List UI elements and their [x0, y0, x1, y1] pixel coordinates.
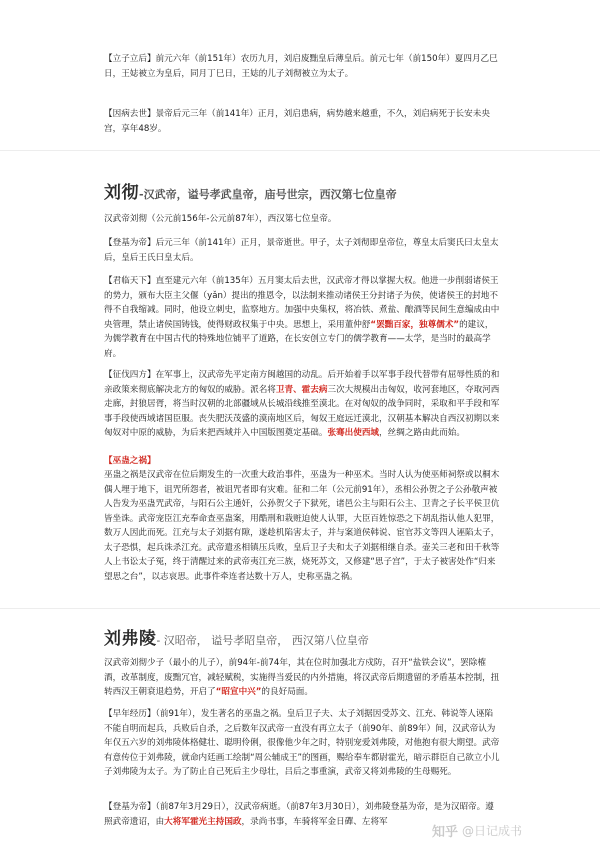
paragraph-wudi-intro: 汉武帝刘彻（公元前156年-公元前87年），西汉第七位皇帝。 — [104, 214, 337, 224]
zhihu-watermark — [432, 819, 582, 841]
section-divider — [0, 608, 600, 609]
paragraph-early-years: 【早年经历】（前91年），发生著名的巫蛊之祸。皇后卫子夫、太子刘据因受苏文、江充、韩说等人诬陷不能自明而起兵，兵败后自杀，之后数年汉武帝一直没有再立太子（前90年、前89年）间，汉武帝认为年仅五六岁的刘弗陵体格健壮、聪明伶俐，很像他少年之时，特别宠爱刘弗陵，对他抱有很大期望。武帝有意传位于刘弗陵，就命内廷画工绘制“周公辅成王”的图画，赐给奉车都尉霍光，暗示群臣自己欲立小儿子刘弗陵为太子。为了防止自己死后主少母壮，吕后之事重演，武帝又将刘弗陵的生母赐死。 — [104, 709, 500, 777]
highlight-confucianism: “罢黜百家，独尊儒术” — [370, 319, 460, 330]
paragraph-witchcraft-heading: 【巫蛊之祸】 — [104, 456, 156, 466]
highlight-zhaoxuan-revival: “昭宣中兴” — [215, 687, 262, 697]
watermark-author: @日记成书 — [462, 823, 523, 838]
paragraph-accession: 【登基为帝】后元三年（前141年）正月，景帝逝世。甲子，太子刘彻即皇帝位，尊皇太后窦氏曰太皇太后，皇后王氏曰皇太后。 — [104, 238, 499, 263]
section-heading-liu-che: 刘彻-汉武帝，谥号孝武皇帝，庙号世宗，西汉第七位皇帝 — [104, 183, 397, 203]
paragraph-witchcraft: 巫蛊之祸是汉武帝在位后期发生的一次重大政治事件，巫蛊为一种巫术。当时人认为使巫师祠祭或以桐木偶人埋于地下，诅咒所怨者，被诅咒者即有灾难。征和二年（公元前91年），丞相公孙贺之子公孙敬声被人告发为巫蛊咒武帝，与阳石公主通奸，公孙贺父子下狱死，诸邑公主与阳石公主、卫青之子长平侯卫伉皆坐诛。武帝宠臣江充奉命查巫蛊案，用酷刑和栽赃迫使人认罪，大臣百姓惊恐之下胡乱指认他人犯罪，数万人因此而死。江充与太子刘据有隙，遂趁机陷害太子，并与案道侯韩说、宦官苏文等四人诬陷太子，太子恐惧，起兵诛杀江充。武帝遣丞相镇压兵败，皇后卫子夫和太子刘据相继自杀。壶关三老和田千秋等人上书讼太子冤，终于清醒过来的武帝夷江充三族，烧死苏文，又修建“思子宫”，于太子被害处作“归来望思之台”，以志哀思。此事件牵连者达数十万人，史称巫蛊之祸。 — [104, 470, 500, 582]
paragraph-campaigns: 【征伐四方】在军事上，汉武帝先平定南方闽越国的动乱。后开始着手以军事手段代替带有屈辱性质的和亲政策来彻底解决北方的匈奴的威胁。派名将卫青、霍去病三次大规模出击匈奴，收河套地区，夺取河西走廊，封狼居胥，将当时汉朝的北部疆域从长城沿线推至漠北。在对匈奴的战争同时，采取和平手段和军事手段使西域诸国臣服。丧失肥沃茂盛的漠南地区后，匈奴王庭远迁漠北，汉朝基本解决自西汉初期以来匈奴对中原的威胁，为后来把西域并入中国版图奠定基础。张骞出使西域，丝绸之路由此而始。 — [104, 370, 500, 438]
highlight-huo-guang: 大将军霍光主持国政 — [164, 816, 242, 827]
highlight-zhang-qian: 张骞出使西域 — [327, 428, 380, 438]
paragraph-zhaodi-intro: 汉武帝刘彻少子（最小的儿子），前94年-前74年，其在位时加强北方戍防，召开“盐铁会议”，罢除榷酒，改革制度，废黜冗官，减轻赋税，实施得当爱民的内外措施，将汉武帝后期遗留的矛盾基本控制，扭转西汉王朝衰退趋势，开启了“昭宣中兴”的良好局面。 — [104, 658, 500, 697]
highlight-generals: 卫青、霍去病 — [275, 384, 328, 395]
paragraph-rule: 【君临天下】直至建元六年（前135年）五月窦太后去世，汉武帝才得以掌握大权。他进一步削弱诸侯王的势力，颁布大臣主父偃（yǎn）提出的推恩令，以法制来推动诸侯王分封诸子为侯，使诸侯王的封地不得不自我缩减。同时，他设立刺史，监察地方。加强中央集权，将冶铁、煮盐、酿酒等民间生意编成由中央管理，禁止诸侯国铸钱，使得财政权集于中央。思想上，采用董仲舒“罢黜百家，独尊儒术”的建议，为儒学教育在中国古代的特殊地位铺平了道路，在长安创立专门的儒学教育——太学，是当时的最高学府。 — [104, 276, 500, 359]
paragraph-death-by-illness: 【因病去世】景帝后元三年（前141年）正月，刘启患病，病势越来越重，不久，刘启病死于长安未央宫，享年48岁。 — [104, 109, 490, 134]
paragraph-zhaodi-accession: 【登基为帝】（前87年3月29日），汉武帝病逝。（前87年3月30日），刘弗陵登基为帝，是为汉昭帝。遵照武帝遗诏，由大将军霍光主持国政，录尚书事，车骑将军金日磾、左将军 — [104, 802, 494, 827]
zhihu-logo: 知乎 — [432, 824, 459, 840]
paragraph-heir-and-empress: 【立子立后】前元六年（前151年）农历九月，刘启废黜皇后薄皇后。前元七年（前150年）夏四月乙巳日，王娡被立为皇后，同月丁巳日，王娡的儿子刘彻被立为太子。 — [104, 54, 498, 79]
section-divider — [0, 150, 600, 151]
section-heading-liu-fuling: 刘弗陵- 汉昭帝， 谥号孝昭皇帝， 西汉第八位皇帝 — [104, 629, 369, 649]
